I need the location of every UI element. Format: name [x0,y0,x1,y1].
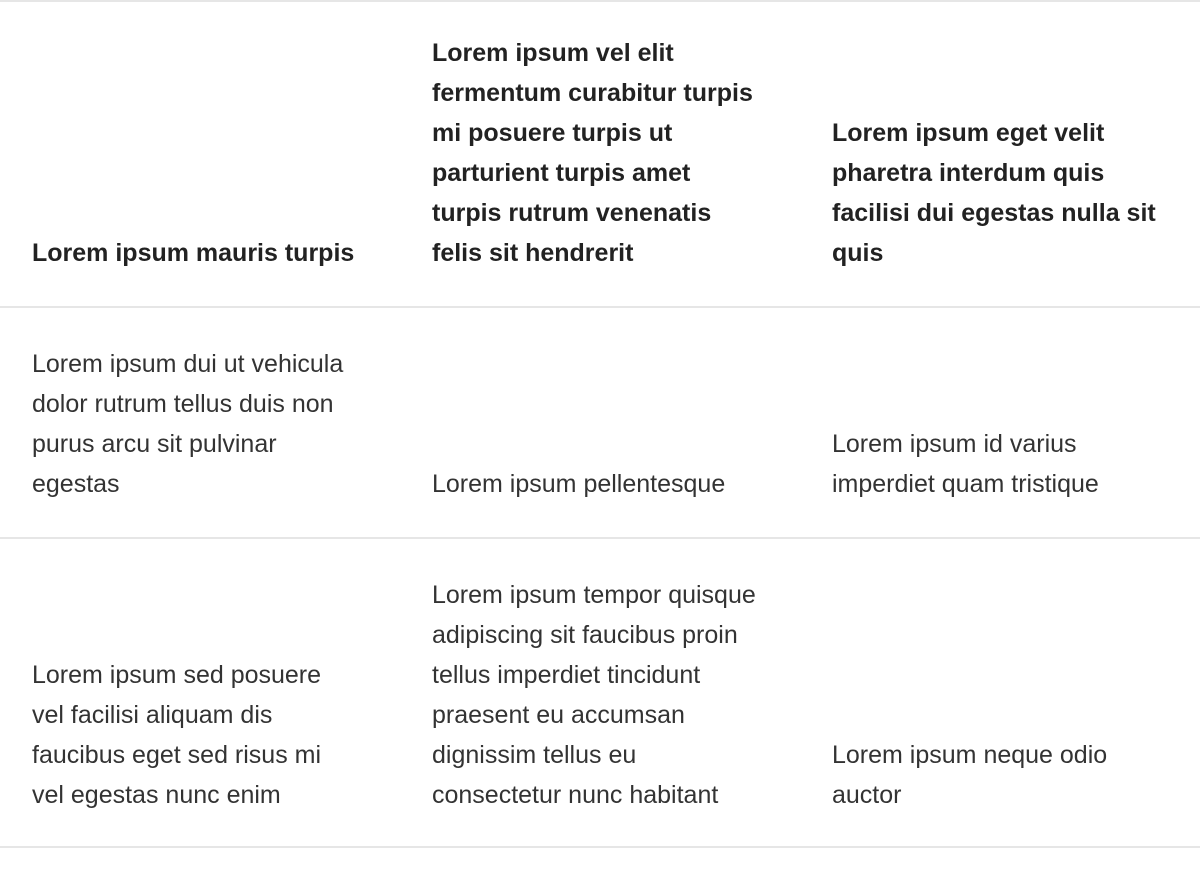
column-header: Lorem ipsum eget velit pharetra interdum quis facilisi dui egestas nulla sit quis [800,1,1200,307]
column-header: Lorem ipsum vel elit fermentum curabitur turpis mi posuere turpis ut parturient turpis amet turpis rutrum venenatis felis sit hendrerit [400,1,800,307]
table-row [0,538,1200,847]
table-cell: Lorem ipsum id varius imperdiet quam tristique [800,307,1200,538]
table-cell: Lorem ipsum pellentesque [400,307,800,538]
table-cell: Lorem ipsum dui ut vehicula dolor rutrum tellus duis non purus arcu sit pulvinar egestas [0,307,400,538]
table-row [0,307,1200,538]
table-body [0,307,1200,847]
table-header [0,1,1200,307]
header-row [0,1,1200,307]
table-cell: Lorem ipsum tempor quisque adipiscing sit faucibus proin tellus imperdiet tincidunt praesent eu accumsan dignissim tellus eu consectetur nunc habitant [400,538,800,847]
column-header: Lorem ipsum mauris turpis [0,1,400,307]
table-cell: Lorem ipsum sed posuere vel facilisi aliquam dis faucibus eget sed risus mi vel egestas nunc enim [0,538,400,847]
table-cell: Lorem ipsum neque odio auctor [800,538,1200,847]
